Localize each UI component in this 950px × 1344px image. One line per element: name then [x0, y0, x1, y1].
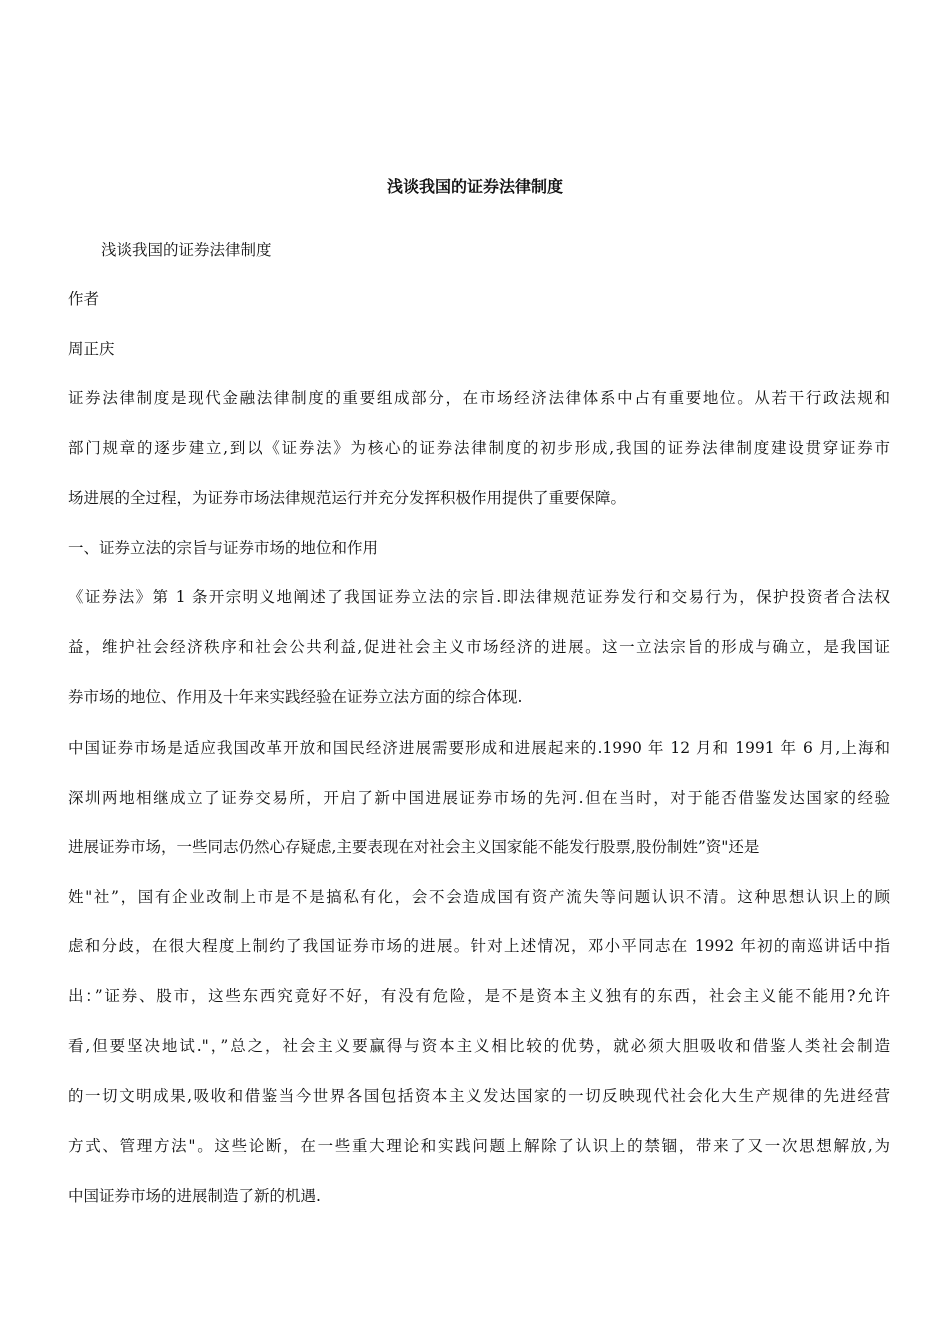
author-label: 作者	[68, 290, 100, 308]
paragraph-line: 看,但要坚决地试."，”总之，社会主义要赢得与资本主义相比较的优势，就必须大胆吸收和借鉴人类社会制造	[68, 1037, 890, 1055]
paragraph-line: 中国证券市场是适应我国改革开放和国民经济进展需要形成和进展起来的.1990 年 12 月和 1991 年 6 月,上海和	[68, 739, 890, 757]
author-name: 周正庆	[68, 340, 115, 358]
paragraph-line: 部门规章的逐步建立,到以《证券法》为核心的证券法律制度的初步形成,我国的证券法律制度建设贯穿证券市	[68, 439, 890, 457]
paragraph-line: 的一切文明成果,吸收和借鉴当今世界各国包括资本主义发达国家的一切反映现代社会化大生产规律的先进经营	[68, 1087, 890, 1105]
document-subtitle: 浅谈我国的证券法律制度	[101, 241, 272, 259]
paragraph-line: 深圳两地相继成立了证券交易所，开启了新中国进展证券市场的先河.但在当时，对于能否借鉴发达国家的经验	[68, 789, 890, 807]
paragraph-line: 方式、管理方法"。这些论断，在一些重大理论和实践问题上解除了认识上的禁锢，带来了又一次思想解放,为	[68, 1137, 890, 1155]
paragraph-line: 姓"社”，国有企业改制上市是不是搞私有化，会不会造成国有资产流失等问题认识不清。这种思想认识上的顾	[68, 888, 890, 906]
paragraph-line: 出：”证券、股市，这些东西究竟好不好，有没有危险，是不是资本主义独有的东西，社会主义能不能用?允许	[68, 987, 890, 1005]
paragraph-line: 场进展的全过程，为证券市场法律规范运行并充分发挥积极作用提供了重要保障。	[68, 489, 627, 507]
paragraph-line: 券市场的地位、作用及十年来实践经验在证券立法方面的综合体现.	[68, 688, 523, 706]
paragraph-line: 《证券法》第 1 条开宗明义地阐述了我国证券立法的宗旨.即法律规范证券发行和交易行为，保护投资者合法权	[68, 588, 890, 606]
document-title: 浅谈我国的证券法律制度	[386, 177, 563, 196]
paragraph-line: 进展证券市场，一些同志仍然心存疑虑,主要表现在对社会主义国家能不能发行股票,股份制姓”资"还是	[68, 838, 760, 856]
paragraph-line: 中国证券市场的进展制造了新的机遇.	[68, 1187, 321, 1205]
paragraph-line: 虑和分歧，在很大程度上制约了我国证券市场的进展。针对上述情况，邓小平同志在 1992 年初的南巡讲话中指	[68, 937, 890, 955]
paragraph-line: 证券法律制度是现代金融法律制度的重要组成部分，在市场经济法律体系中占有重要地位。从若干行政法规和	[68, 389, 890, 407]
paragraph-line: 益，维护社会经济秩序和社会公共利益,促进社会主义市场经济的进展。这一立法宗旨的形成与确立，是我国证	[68, 638, 890, 656]
section-heading: 一、证券立法的宗旨与证券市场的地位和作用	[68, 539, 379, 557]
